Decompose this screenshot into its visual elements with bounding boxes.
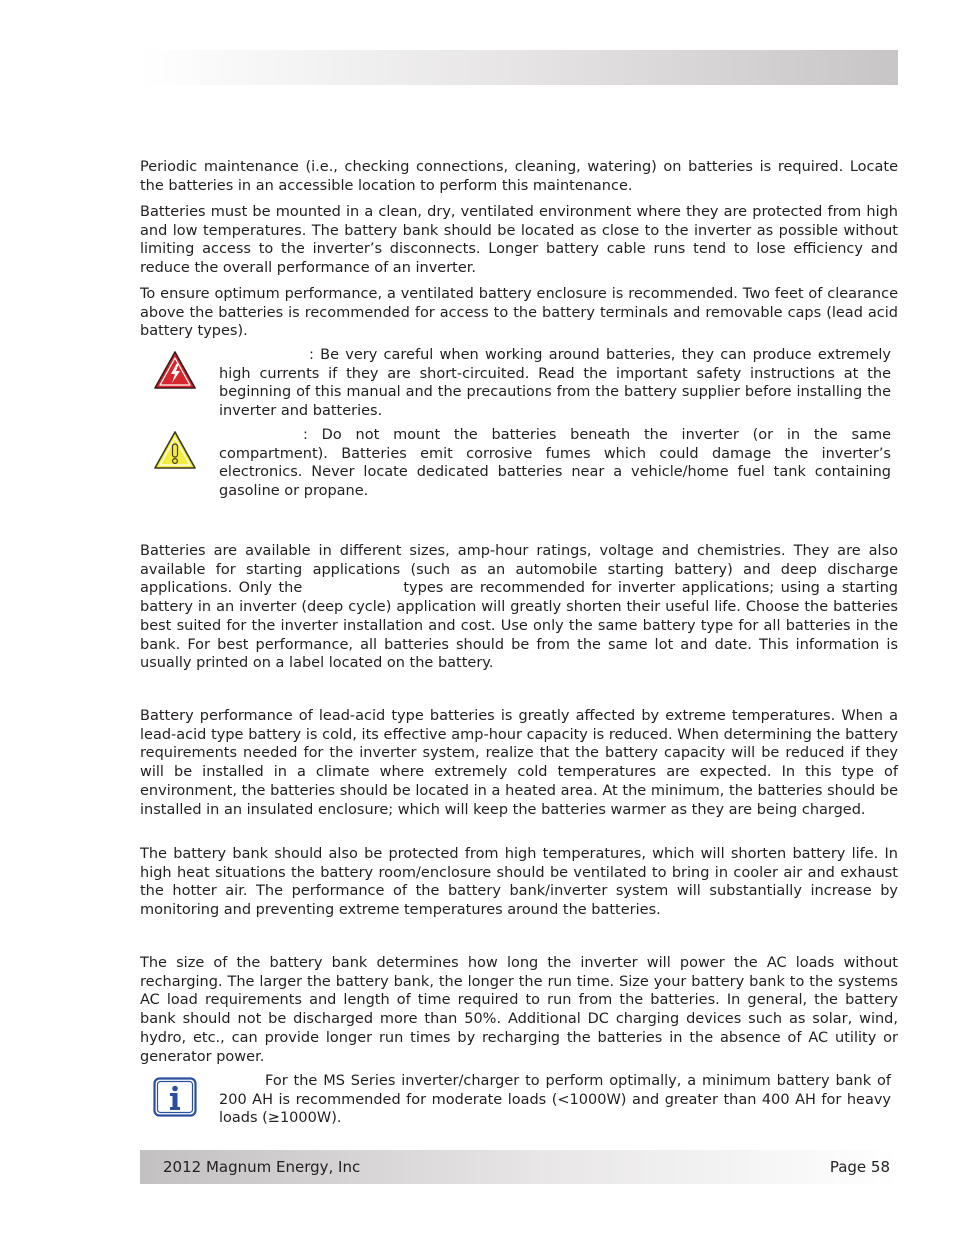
paragraph-maintenance: Periodic maintenance (i.e., checking connections, cleaning, watering) on batteries is required. Locate the batteries in an accessible location to perform this maintenance.: [140, 159, 898, 194]
electric-shock-warning-icon: [153, 350, 197, 390]
battery-types-text-start: Batteries are available in different sizes, amp-hour ratings, voltage and chemistries. They are also available for starting applications (such as an automobile starting battery) and deep discharge applications. Only the: [140, 543, 898, 597]
info-text: For the MS Series inverter/charger to perform optimally, a minimum battery bank of 200 AH is recommended for moderate loads (<1000W) and greater than 400 AH for heavy loads (≥1000W).: [219, 1073, 891, 1127]
paragraph-temperature-cold: Battery performance of lead-acid type batteries is greatly affected by extreme temperatures. When a lead-acid type battery is cold, its effective amp-hour capacity is reduced. When determining the battery requirements needed for the inverter system, realize that the battery capacity will be reduced if they will be installed in a climate where extremely cold temperatures are expected. In this type of environment, the batteries should be located in a heated area. At the minimum, the batteries should be installed in an insulated enclosure; which will keep the batteries warmer as they are being charged.: [140, 708, 898, 818]
header-band: [140, 50, 898, 85]
caution-icon: [153, 430, 197, 470]
shock-warning-note: [219, 346, 891, 421]
paragraph-mounting: Batteries must be mounted in a clean, dry, ventilated environment where they are protected from high and low temperatures. The battery bank should be located as close to the inverter as possible without limiting access to the inverter’s disconnects. Longer battery cable runs tend to lose efficiency and reduce the overall performance of an inverter.: [140, 204, 898, 277]
battery-types-text-end: types are recommended for inverter applications; using a starting battery in an inverter (deep cycle) application will greatly shorten their useful life. Choose the batteries best suited for the inverter installation and cost. Use only the same battery type for all batteries in the bank. For best performance, all batteries should be from the same lot and date. This information is usually printed on a label located on the battery.: [140, 580, 899, 672]
paragraph-bank-size: The size of the battery bank determines how long the inverter will power the AC loads without recharging. The larger the battery bank, the longer the run time. Size your battery bank to the systems AC load requirements and length of time required to run from the batteries. In general, the battery bank should not be discharged more than 50%. Additional DC charging devices such as solar, wind, hydro, etc., can provide longer run times by recharging the batteries in the absence of AC utility or generator power.: [140, 955, 898, 1065]
caution-text: : Do not mount the batteries beneath the inverter (or in the same compartment). Batteries emit corrosive fumes which could damage the inverter’s electronics. Never locate dedicated batteries near a vehicle/home fuel tank containing gasoline or propane.: [219, 427, 891, 500]
paragraph-temperature-hot: The battery bank should also be protected from high temperatures, which will shorten battery life. In high heat situations the battery room/enclosure should be ventilated to bring in cooler air and exhaust the hotter air. The performance of the battery bank/inverter system will substantially increase by monitoring and preventing extreme temperatures around the batteries.: [140, 846, 898, 919]
page-number: Page 58: [829, 1158, 890, 1176]
footer-band: [140, 1150, 898, 1184]
paragraph-battery-types: [140, 542, 898, 673]
shock-warning-text: : Be very careful when working around batteries, they can produce extremely high currents if they are short-circuited. Read the important safety instructions at the beginning of this manual and the precautions from the battery supplier before installing the inverter and batteries.: [219, 347, 891, 420]
info-icon: [153, 1077, 197, 1117]
info-note: [219, 1072, 891, 1128]
paragraph-ventilation: To ensure optimum performance, a ventilated battery enclosure is recommended. Two feet of clearance above the batteries is recommended for access to the battery terminals and removable caps (lead acid battery types).: [140, 286, 898, 340]
caution-note: [219, 426, 891, 501]
footer-copyright: 2012 Magnum Energy, Inc: [163, 1158, 361, 1176]
